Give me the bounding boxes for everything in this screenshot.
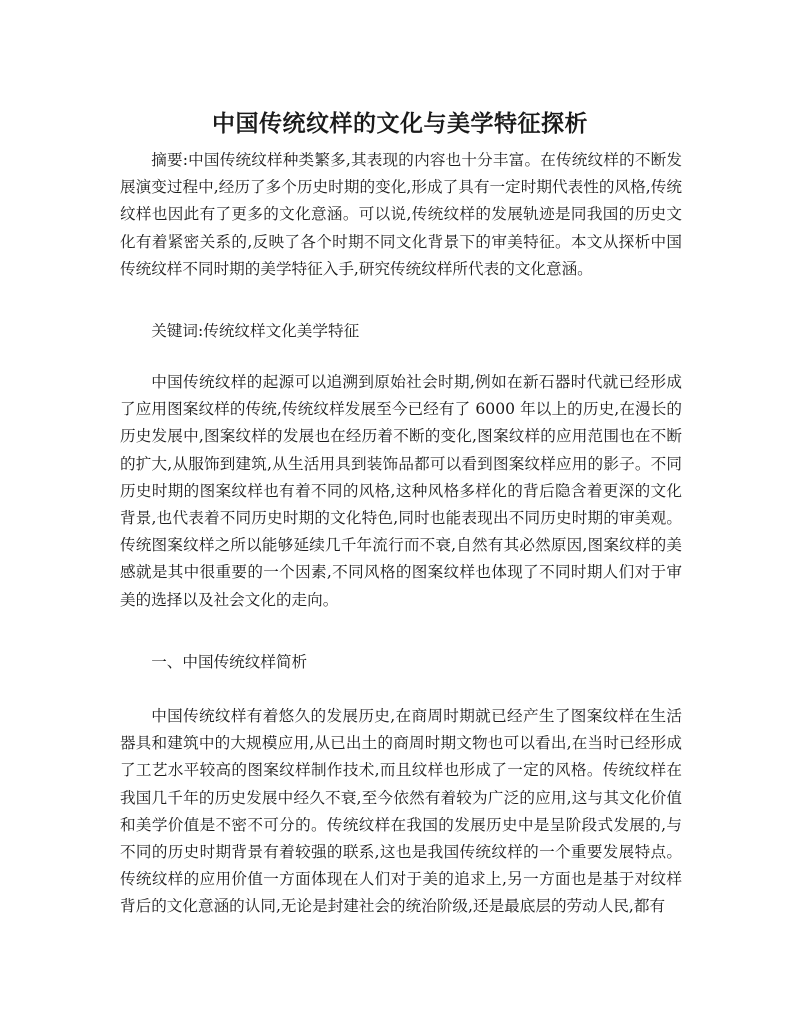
keywords-line: 关键词:传统纹样文化美学特征: [151, 322, 360, 340]
document-title: 中国传统纹样的文化与美学特征探析: [212, 110, 588, 138]
section-paragraph: 中国传统纹样有着悠久的发展历史,在商周时期就已经产生了图案纹样在生活器具和建筑中的大规模应用,从已出土的商周时期文物也可以看出,在当时已经形成了工艺水平较高的图案纹样制作技术,而且纹样也形成了一定的风格。传统纹样在我国几千年的历史发展中经久不衰,至今依然有着较为广泛的应用,这与其文化价值和美学价值是不密不可分的。传统纹样在我国的发展历史中是呈阶段式发展的,与不同的历史时期背景有着较强的联系,这也是我国传统纹样的一个重要发展特点。传统纹样的应用价值一方面体现在人们对于美的追求上,另一方面也是基于对纹样背后的文化意涵的认同,无论是封建社会的统治阶级,还是最底层的劳动人民,都有: [120, 707, 682, 916]
abstract-paragraph: 摘要:中国传统纹样种类繁多,其表现的内容也十分丰富。在传统纹样的不断发展演变过程中,经历了多个历史时期的变化,形成了具有一定时期代表性的风格,传统纹样也因此有了更多的文化意涵。可以说,传统纹样的发展轨迹是同我国的历史文化有着紧密关系的,反映了各个时期不同文化背景下的审美特征。本文从探析中国传统纹样不同时期的美学特征入手,研究传统纹样所代表的文化意涵。: [120, 151, 682, 278]
intro-paragraph: 中国传统纹样的起源可以追溯到原始社会时期,例如在新石器时代就已经形成了应用图案纹样的传统,传统纹样发展至今已经有了 6000 年以上的历史,在漫长的历史发展中,图案纹样的发展也在经历着不断的变化,图案纹样的应用范围也在不断的扩大,从服饰到建筑,从生活用具到装饰品都可以看到图案纹样应用的影子。不同历史时期的图案纹样也有着不同的风格,这种风格多样化的背后隐含着更深的文化背景,也代表着不同历史时期的文化特色,同时也能表现出不同历史时期的审美观。传统图案纹样之所以能够延续几千年流行而不衰,自然有其必然原因,图案纹样的美感就是其中很重要的一个因素,不同风格的图案纹样也体现了不同时期人们对于审美的选择以及社会文化的走向。: [120, 373, 682, 609]
section-heading: 一、中国传统纹样简析: [151, 653, 308, 671]
